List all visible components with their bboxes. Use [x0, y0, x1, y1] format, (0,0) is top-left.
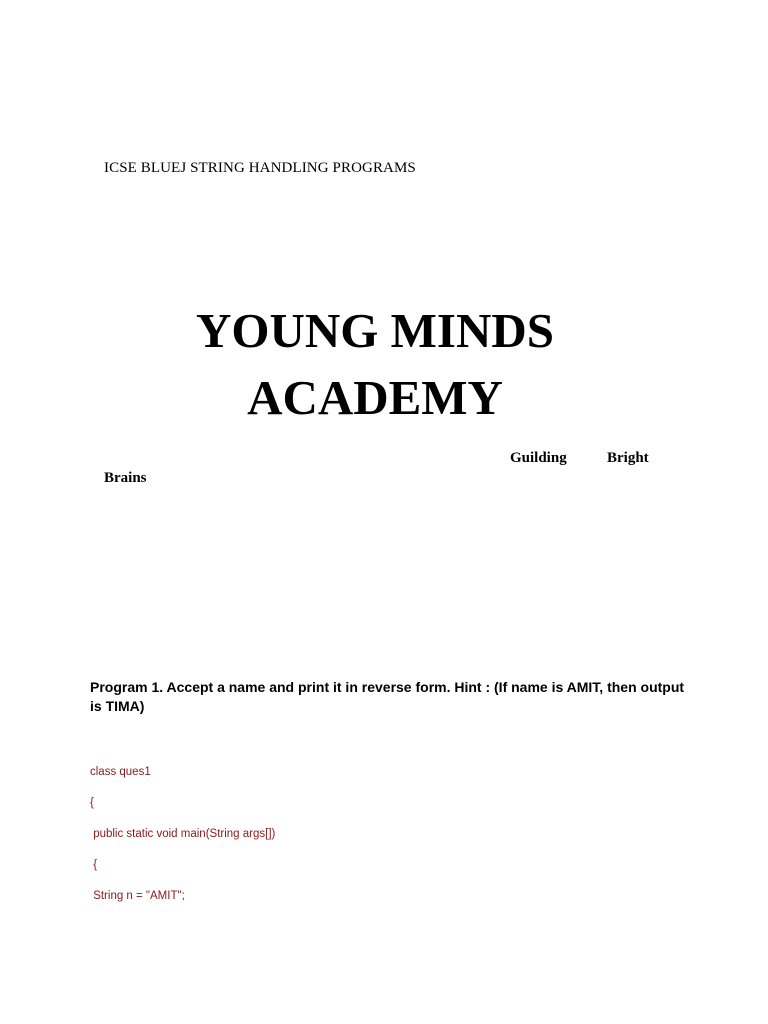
code-line: public static void main(String args[])	[90, 828, 276, 840]
tagline-word: Guilding	[510, 450, 567, 466]
tagline-word: Brains	[104, 470, 147, 486]
code-line: {	[90, 797, 94, 809]
academy-title-line-1: YOUNG MINDS	[196, 303, 554, 358]
academy-title-line-2: ACADEMY	[247, 370, 503, 425]
code-line: class ques1	[90, 766, 151, 778]
document-subtitle: ICSE BLUEJ STRING HANDLING PROGRAMS	[104, 160, 416, 176]
code-line: {	[90, 859, 98, 871]
tagline-word: Bright	[607, 450, 649, 466]
program-heading: Program 1. Accept a name and print it in reverse form. Hint : (If name is AMIT, then output is TIMA)	[90, 679, 685, 714]
code-line: String n = "AMIT";	[90, 890, 185, 902]
